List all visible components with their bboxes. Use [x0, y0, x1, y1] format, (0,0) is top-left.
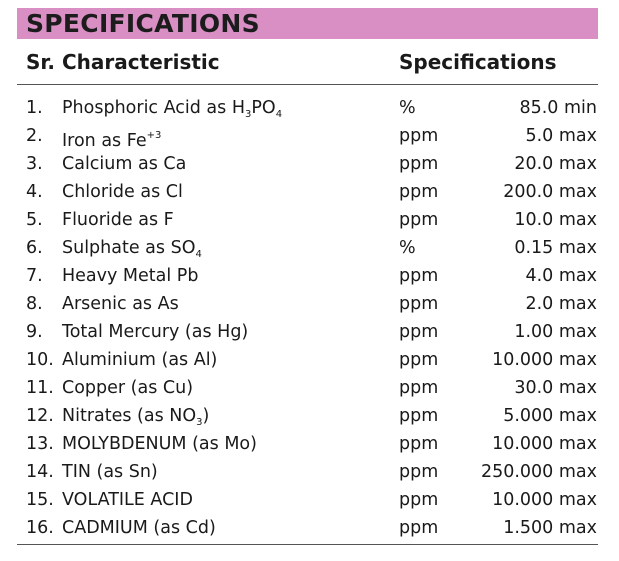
row-unit: ppm [399, 210, 439, 230]
table-bottom-rule [17, 544, 598, 545]
row-value: 200.0 max [503, 182, 597, 202]
row-unit: ppm [399, 154, 439, 174]
row-value: 10.000 max [492, 350, 597, 370]
row-number: 8. [26, 294, 43, 314]
row-number: 9. [26, 322, 43, 342]
table-row [0, 458, 619, 486]
row-value: 10.0 max [514, 210, 597, 230]
table-row [0, 262, 619, 290]
row-unit: ppm [399, 350, 439, 370]
row-characteristic: CADMIUM (as Cd) [62, 518, 216, 538]
row-value: 0.15 max [514, 238, 597, 258]
row-number: 10. [26, 350, 54, 370]
header-sr: Sr. [26, 50, 56, 74]
row-value: 10.000 max [492, 490, 597, 510]
row-number: 5. [26, 210, 43, 230]
row-unit: ppm [399, 322, 439, 342]
table-row [0, 514, 619, 542]
row-characteristic: Heavy Metal Pb [62, 266, 199, 286]
table-row [0, 150, 619, 178]
row-value: 250.000 max [480, 462, 597, 482]
row-number: 3. [26, 154, 43, 174]
row-unit: ppm [399, 182, 439, 202]
row-value: 1.00 max [514, 322, 597, 342]
row-unit: ppm [399, 126, 439, 146]
title-bar [17, 8, 598, 39]
table-row [0, 94, 619, 122]
row-characteristic: Chloride as Cl [62, 182, 183, 202]
header-divider [17, 84, 598, 85]
row-value: 30.0 max [514, 378, 597, 398]
row-characteristic: MOLYBDENUM (as Mo) [62, 434, 257, 454]
row-unit: ppm [399, 406, 439, 426]
row-number: 16. [26, 518, 54, 538]
row-characteristic: TIN (as Sn) [62, 462, 158, 482]
row-value: 10.000 max [492, 434, 597, 454]
row-unit: ppm [399, 266, 439, 286]
row-number: 2. [26, 126, 43, 146]
page-title: SPECIFICATIONS [26, 9, 260, 38]
row-value: 5.0 max [525, 126, 597, 146]
table-row [0, 122, 619, 150]
row-characteristic: Phosphoric Acid as $H_3PO_4$ [62, 98, 283, 120]
row-characteristic: Iron as $Fe^{+3}$ [62, 130, 162, 151]
row-unit: ppm [399, 490, 439, 510]
row-value: 5.000 max [503, 406, 597, 426]
table-row [0, 206, 619, 234]
row-unit: % [399, 98, 416, 118]
header-characteristic: Characteristic [62, 50, 220, 74]
row-characteristic: Arsenic as As [62, 294, 179, 314]
row-number: 11. [26, 378, 54, 398]
row-unit: % [399, 238, 416, 258]
row-characteristic: Aluminium (as Al) [62, 350, 218, 370]
table-row [0, 486, 619, 514]
table-row [0, 318, 619, 346]
row-value: 1.500 max [503, 518, 597, 538]
row-unit: ppm [399, 518, 439, 538]
row-unit: ppm [399, 378, 439, 398]
table-row [0, 430, 619, 458]
table-row [0, 234, 619, 262]
row-characteristic: Nitrates (as $NO_3$) [62, 406, 210, 428]
row-unit: ppm [399, 462, 439, 482]
table-row [0, 178, 619, 206]
row-number: 14. [26, 462, 54, 482]
row-number: 13. [26, 434, 54, 454]
row-unit: ppm [399, 294, 439, 314]
row-value: 2.0 max [525, 294, 597, 314]
table-row [0, 374, 619, 402]
table-body [0, 94, 619, 542]
row-characteristic: Fluoride as F [62, 210, 174, 230]
row-characteristic: Copper (as Cu) [62, 378, 194, 398]
row-characteristic: VOLATILE ACID [62, 490, 193, 510]
row-number: 15. [26, 490, 54, 510]
table-row [0, 290, 619, 318]
row-value: 85.0 min [519, 98, 597, 118]
row-value: 4.0 max [525, 266, 597, 286]
table-row [0, 402, 619, 430]
table-row [0, 346, 619, 374]
row-value: 20.0 max [514, 154, 597, 174]
row-number: 6. [26, 238, 43, 258]
header-specifications: Specifications [399, 50, 557, 74]
row-characteristic: Sulphate as $SO_4$ [62, 238, 202, 260]
row-number: 12. [26, 406, 54, 426]
row-unit: ppm [399, 434, 439, 454]
row-number: 4. [26, 182, 43, 202]
row-characteristic: Total Mercury (as Hg) [62, 322, 249, 342]
row-characteristic: Calcium as Ca [62, 154, 187, 174]
row-number: 7. [26, 266, 43, 286]
row-number: 1. [26, 98, 43, 118]
